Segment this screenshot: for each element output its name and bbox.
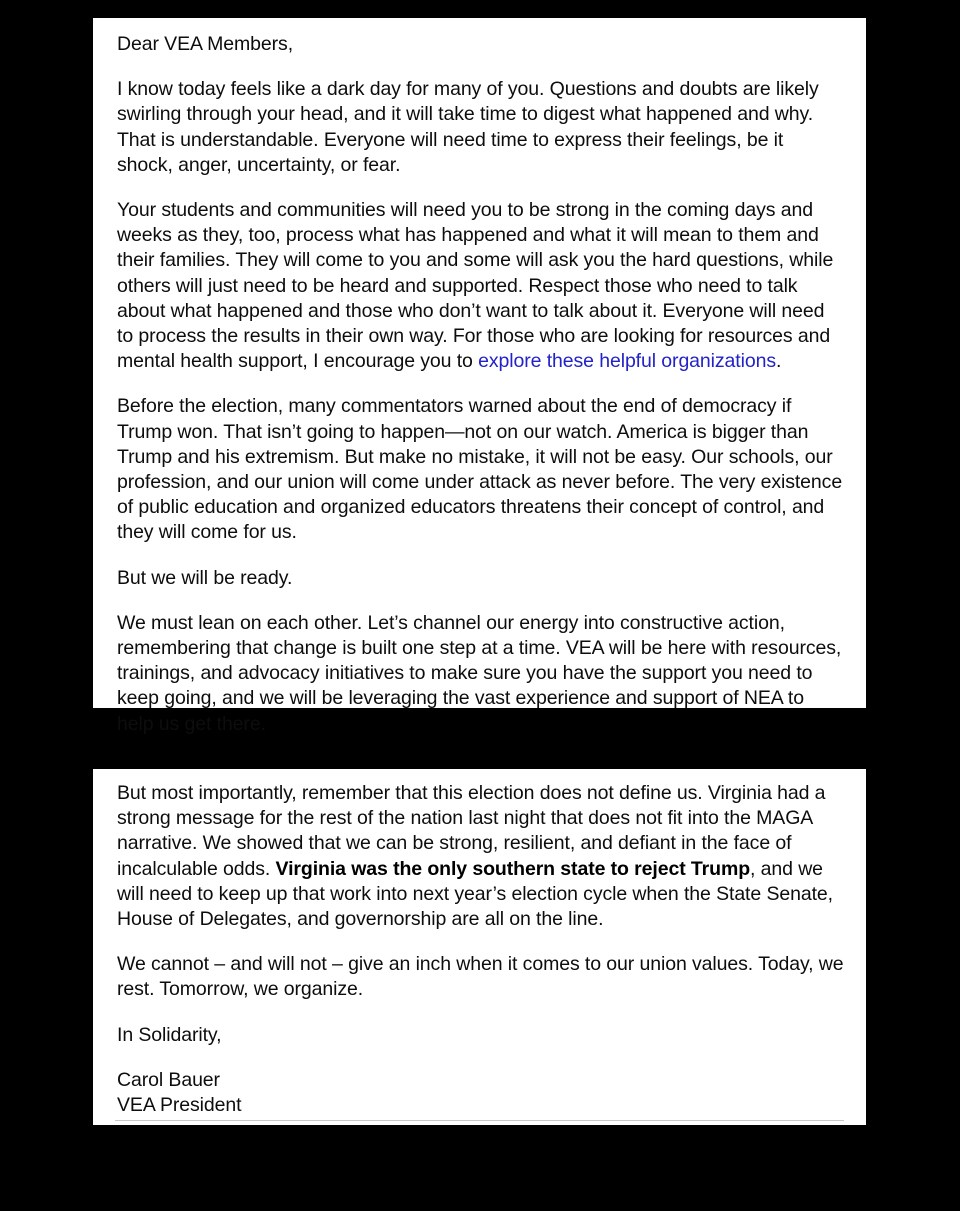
paragraph-before-election: Before the election, many commentators warned about the end of democracy if Trump won. That isn’t going to happen—not on our watch. America is bigger than Trump and his extremism. But make no mistake, it will not be easy. Our schools, our profession, and our union will come under attack as never before. The very existence of public education and organized educators threatens their concept of control, and they will come for us.	[117, 395, 843, 544]
paragraph-students-text-before-link: Your students and communities will need you to be strong in the coming days and weeks as they, too, process what has happened and what it will mean to them and their families. They will come to you and some will ask you the hard questions, while others will just need to be heard and supported. Respect those who need to talk about what happened and those who don’t want to talk about it. Everyone will need to process the results in their own way. For those who are looking for resources and mental health support, I encourage you to	[117, 199, 834, 373]
paragraph-students-text-after-link: .	[776, 350, 782, 373]
signature-title: VEA President	[117, 1094, 242, 1117]
letter-card-top	[93, 18, 866, 735]
paragraph-most-importantly	[117, 781, 844, 932]
closing-salutation: In Solidarity,	[117, 1023, 222, 1046]
footer-divider	[115, 1120, 844, 1121]
letter-card-bottom	[93, 769, 866, 1125]
signature-name: Carol Bauer	[117, 1068, 220, 1091]
paragraph-most-importantly-part-a: But most importantly, remember that this election does not define us. Virginia had a strong message for the rest of the nation last night that does not fit into the MAGA narrative. We showed that we can be strong, resilient, and defiant in the face of incalculable odds.	[117, 782, 826, 880]
signature-block	[117, 1068, 844, 1118]
paragraph-lean-on-each-other: We must lean on each other. Let’s channel our energy into constructive action, remembering that change is built one step at a time. VEA will be here with resources, trainings, and advocacy initiatives to make sure you have the support you need to keep going, and we will be leveraging the vast experience and support of NEA to help us get there.	[117, 611, 842, 735]
paragraph-students-communities	[117, 198, 844, 374]
virginia-reject-trump-emphasis: Virginia was the only southern state to reject Trump	[275, 857, 751, 880]
paragraph-but-we-will-be-ready: But we will be ready.	[117, 566, 293, 589]
salutation: Dear VEA Members,	[117, 33, 294, 55]
helpful-organizations-link[interactable]: explore these helpful organizations	[478, 350, 776, 373]
paragraph-opening: I know today feels like a dark day for many of you. Questions and doubts are likely swirling through your head, and it will take time to digest what happened and why. That is understandable. Everyone will need time to express their feelings, be it shock, anger, uncertainty, or fear.	[117, 78, 819, 176]
paragraph-union-values: We cannot – and will not – give an inch when it comes to our union values. Today, we rest. Tomorrow, we organize.	[117, 953, 844, 1001]
paragraph-most-importantly-part-b: , and we will need to keep up that work into next year’s election cycle when the State Senate, House of Delegates, and governorship are all on the line.	[117, 857, 833, 931]
